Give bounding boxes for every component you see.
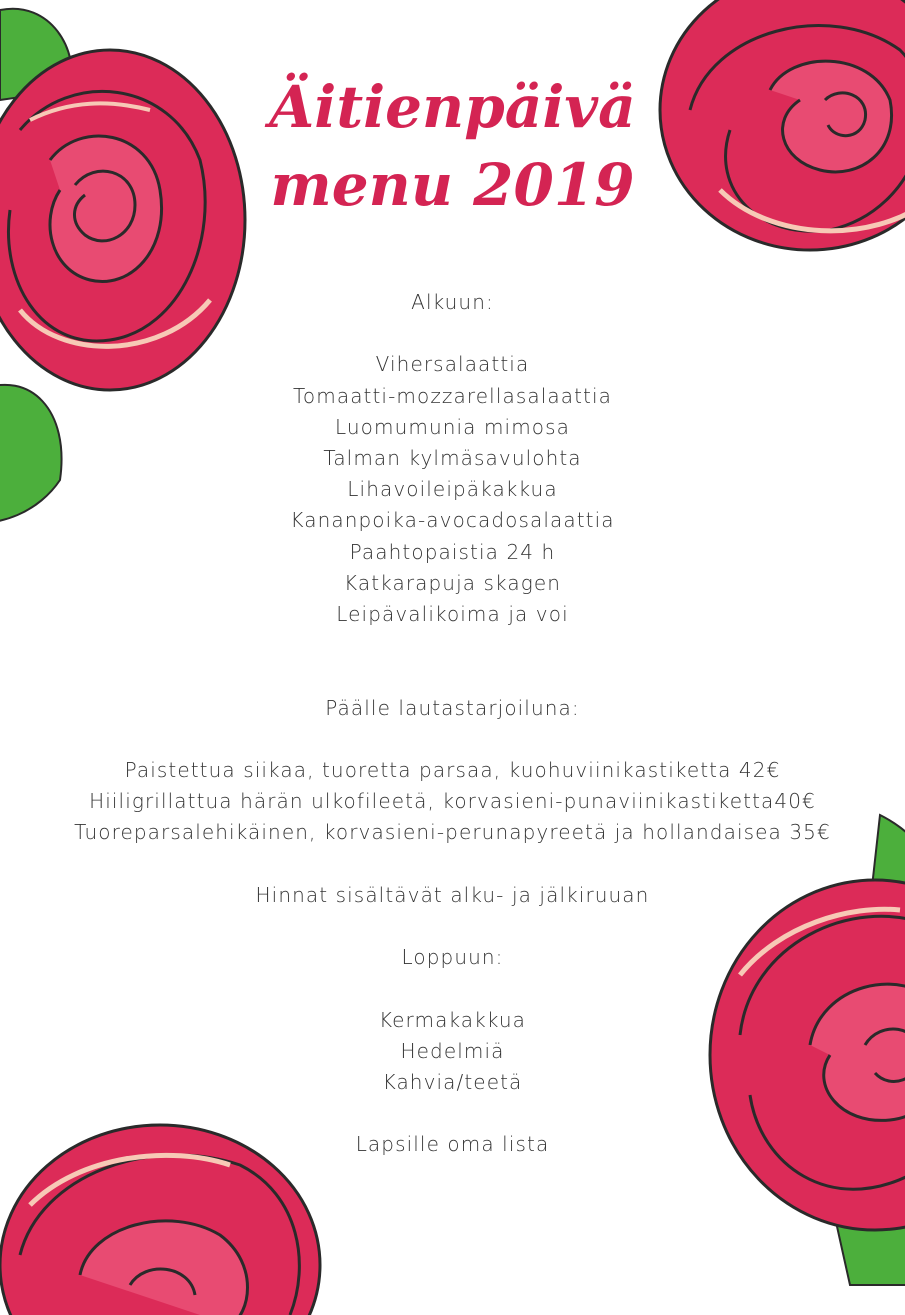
main-item: Tuoreparsalehikäinen, korvasieni-perunapyreetä ja hollandaisea 35€: [74, 820, 831, 845]
kids-menu-note: Lapsille oma lista: [355, 1132, 550, 1157]
main-item: Paistettua siikaa, tuoretta parsaa, kuohuviinikastiketta 42€: [124, 758, 781, 782]
starter-item: Kananpoika-avocadosalaattia: [290, 508, 615, 533]
menu-title-line-1: Äitienpäivä: [269, 73, 636, 141]
desserts-heading: Loppuun:: [401, 945, 504, 970]
menu-title: [180, 68, 725, 224]
menu-body: [40, 287, 865, 1161]
dessert-item: Kermakakkua: [378, 1007, 527, 1032]
menu-title-line-2: menu 2019: [270, 151, 635, 219]
starter-item: Luomumunia mimosa: [335, 414, 570, 439]
dessert-item: Kahvia/teetä: [382, 1069, 523, 1094]
price-note: Hinnat sisältävät alku- ja jälkiruuan: [255, 882, 650, 907]
mains-heading: Päälle lautastarjoiluna:: [325, 695, 580, 720]
starter-item: Lihavoileipäkakkua: [347, 477, 558, 502]
starters-heading: Alkuun:: [411, 290, 494, 314]
starter-item: Vihersalaattia: [375, 352, 530, 377]
starter-item: Paahtopaistia 24 h: [349, 539, 556, 564]
starter-item: Tomaatti-mozzarellasalaattia: [293, 383, 612, 408]
main-item: Hiiligrillattua härän ulkofileetä, korvasieni-punaviinikastiketta40€: [89, 789, 816, 814]
starter-item: Leipävalikoima ja voi: [336, 602, 569, 627]
starter-item: Katkarapuja skagen: [343, 570, 562, 595]
starter-item: Talman kylmäsavulohta: [323, 446, 582, 470]
dessert-item: Hedelmiä: [400, 1038, 505, 1063]
